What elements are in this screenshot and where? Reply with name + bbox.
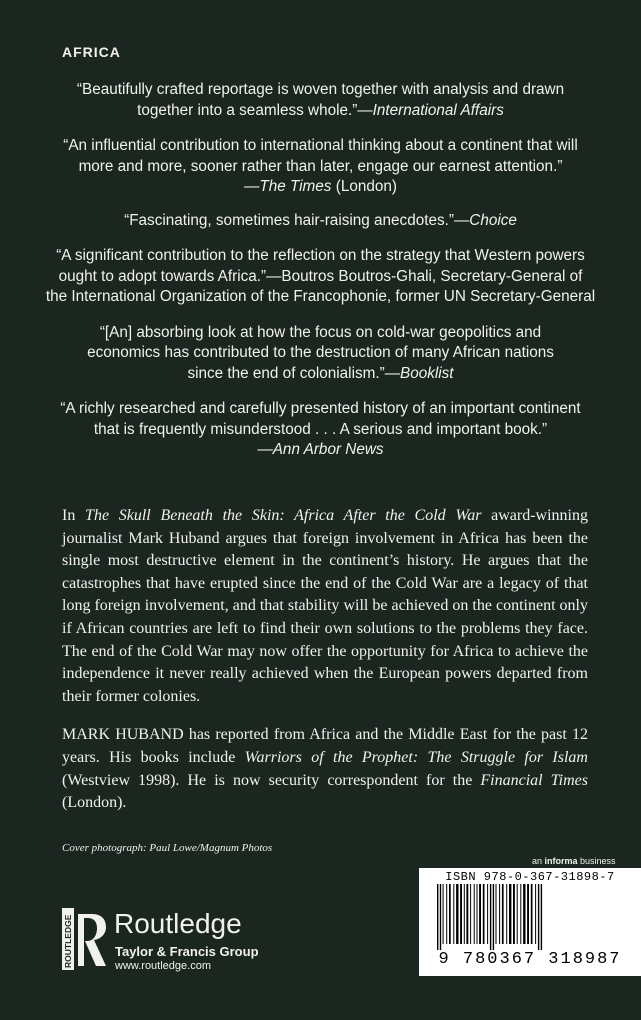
barcode-bar	[509, 884, 511, 944]
review-quote	[40, 323, 601, 385]
quote-line: “Beautifully crafted reportage is woven together with analysis and drawn	[76, 81, 565, 98]
quote-line: together into a seamless whole.”—International Affairs	[137, 101, 504, 119]
barcode-bar	[502, 884, 504, 944]
synopsis-paragraph: In The Skull Beneath the Skin: Africa After the Cold War award-winning journalist Mark Huband argues that foreign involvement in Africa has been the single most destructive element in the continent’s history. He argues that the catastrophes that have erupted since the end of the Cold War are a legacy of that long foreign involvement, and that stability will be achieved on the continent only if African countries are left to find their own solutions to the problems they face. The end of the Cold War may now offer the opportunity for Africa to achieve the independence it never really achieved when the European powers departed from their former colonies.	[62, 507, 589, 705]
book-title: The Skull Beneath the Skin: Africa After the Cold War	[85, 507, 482, 524]
other-book-title: Warriors of the Prophet: The Struggle for Islam	[244, 748, 588, 766]
quote-line: more and more, sooner rather than later, engage our earnest attention.”	[78, 157, 563, 175]
barcode-bar	[527, 884, 529, 944]
barcode-bar	[493, 884, 494, 950]
isbn-digits: 9 780367 318987	[438, 950, 622, 969]
author-bio-paragraph: MARK HUBAND has reported from Africa and the Middle East for the past 12 years. His books include Warriors of the Prophet: The Struggle for Islam (Westview 1998). He is now security correspondent for the Financial Times (London).	[62, 726, 589, 812]
publisher-group: Taylor & Francis Group	[115, 944, 259, 959]
review-quote	[40, 136, 601, 198]
routledge-r-icon	[62, 908, 108, 970]
barcode-bar	[479, 884, 481, 944]
quote-line: “[An] absorbing look at how the focus on cold-war geopolitics and	[99, 323, 542, 341]
barcode-bar	[513, 884, 515, 944]
quote-line: “Fascinating, sometimes hair-raising anecdotes.”—Choice	[124, 211, 517, 229]
review-quote	[40, 246, 601, 308]
book-description	[62, 505, 588, 831]
photo-credit: Cover photograph: Paul Lowe/Magnum Photos	[62, 842, 273, 854]
quote-line: since the end of colonialism.”—Booklist	[187, 364, 454, 382]
quote-source: International Affairs	[372, 101, 504, 119]
quote-line: ought to adopt towards Africa.”—Boutros Boutros-Ghali, Secretary-General of	[58, 267, 583, 285]
publisher-name: Routledge	[114, 908, 242, 939]
informa-tagline: an informa business	[532, 856, 616, 866]
barcode-bar	[535, 884, 536, 944]
quote-line: “An influential contribution to international thinking about a continent that will	[63, 137, 578, 154]
barcode-bar	[470, 884, 471, 944]
publisher-url: www.routledge.com	[115, 960, 211, 972]
quote-line: “A significant contribution to the reflection on the strategy that Western powers	[56, 247, 585, 264]
quote-source: Booklist	[400, 364, 454, 382]
quote-source: The Times	[259, 178, 332, 195]
barcode-bar	[496, 884, 497, 944]
quote-source: Choice	[469, 211, 517, 229]
informa-brand: informa	[544, 856, 578, 866]
barcode-bar	[541, 884, 542, 950]
barcode-bar	[483, 884, 485, 944]
barcode-bar	[499, 884, 500, 944]
category-label: AFRICA	[62, 44, 121, 60]
barcode-bar	[466, 884, 468, 944]
barcode-bar	[460, 884, 462, 944]
barcode-bar	[453, 884, 454, 944]
isbn-barcode	[419, 868, 641, 976]
quote-line: economics has contributed to the destruction of many African nations	[87, 344, 554, 361]
newspaper-title: Financial Times	[480, 771, 589, 789]
isbn-label: ISBN 978-0-367-31898-7	[445, 870, 615, 884]
quote-line: the International Organization of the Francophonie, former UN Secretary-General	[45, 288, 596, 305]
barcode-bar	[487, 884, 488, 944]
barcode-bar	[477, 884, 478, 944]
routledge-vertical-text: ROUTLEDGE	[63, 914, 73, 968]
barcode-bar	[506, 884, 507, 944]
barcode-bar	[517, 884, 518, 944]
review-quote	[40, 211, 601, 232]
barcode-bar	[531, 884, 533, 944]
barcode-bar	[449, 884, 451, 944]
barcode-bar	[464, 884, 465, 944]
quote-source: Ann Arbor News	[272, 441, 384, 458]
barcode-bar	[490, 884, 491, 950]
barcode-bars	[431, 884, 629, 950]
quote-line: —Ann Arbor News	[257, 441, 384, 458]
review-quote	[40, 80, 601, 121]
barcode-bar	[474, 884, 475, 944]
barcode-bar	[440, 884, 441, 950]
barcode-bar	[538, 884, 539, 950]
barcode-bar	[520, 884, 521, 944]
quote-line: —The Times (London)	[244, 178, 397, 195]
review-quotes	[40, 80, 601, 476]
quote-line: that is frequently misunderstood . . . A serious and important book.”	[93, 420, 548, 438]
barcode-bar	[523, 884, 525, 944]
barcode-bar	[437, 884, 438, 950]
quote-line: “A richly researched and carefully presented history of an important continent	[60, 400, 581, 417]
barcode-bar	[443, 884, 444, 944]
barcode-bar	[456, 884, 458, 944]
review-quote	[40, 399, 601, 461]
publisher-logo	[62, 908, 322, 972]
barcode-bar	[446, 884, 447, 944]
